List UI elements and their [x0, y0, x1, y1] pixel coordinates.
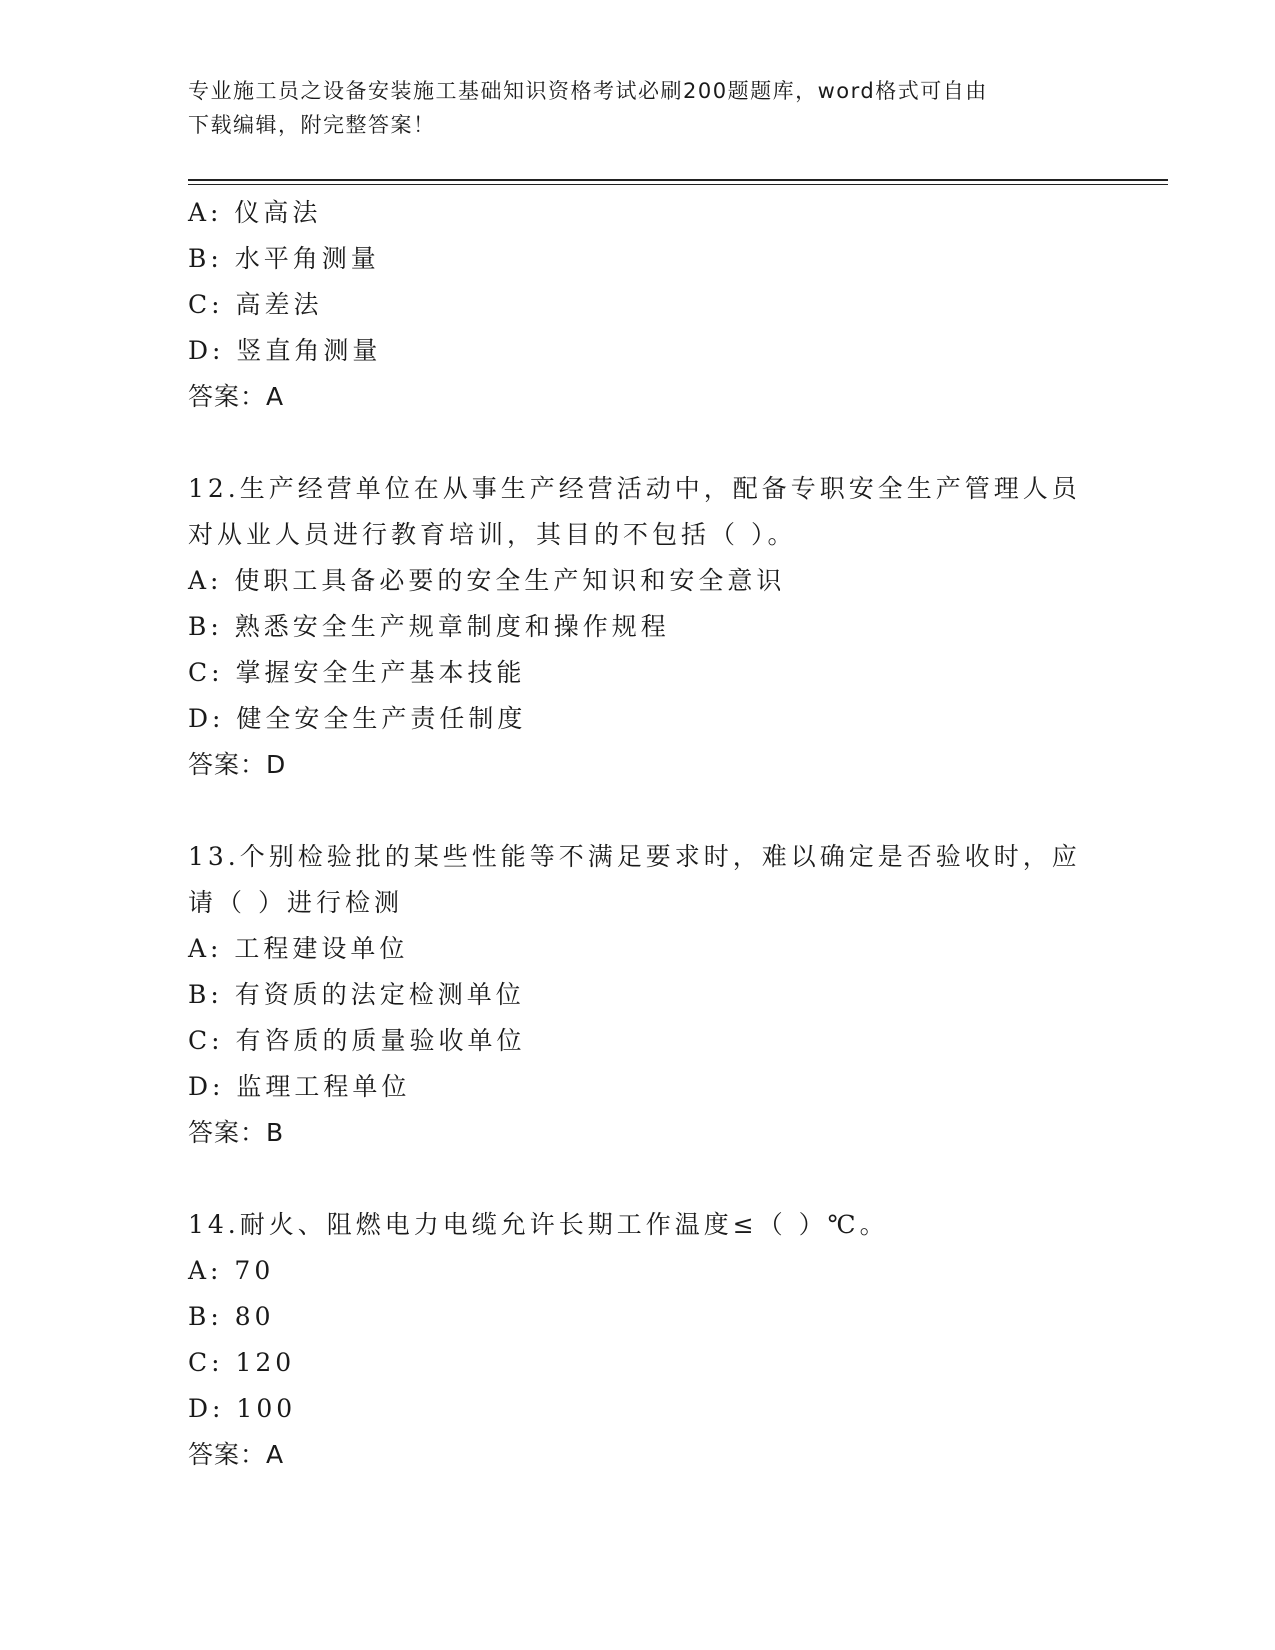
option-d: D: 监理工程单位 [188, 1072, 411, 1101]
option-c: C: 120 [188, 1348, 296, 1377]
document-header [188, 74, 1078, 142]
option-d: D: 竖直角测量 [188, 336, 382, 365]
question-text-line-1: 14.耐火、阻燃电力电缆允许长期工作温度≤（ ）℃。 [188, 1210, 889, 1239]
option-a: A: 仪高法 [188, 198, 322, 227]
option-d: D: 100 [188, 1394, 297, 1423]
option-b: B: 熟悉安全生产规章制度和操作规程 [188, 612, 670, 641]
option-b: B: 80 [188, 1302, 275, 1331]
answer: 答案：B [188, 1118, 285, 1147]
question-text [188, 1202, 1088, 1248]
spacer [188, 788, 1088, 834]
question-text-line-2: 对从业人员进行教育培训，其目的不包括（ ）。 [188, 520, 797, 549]
question-11 [188, 190, 1088, 420]
question-13 [188, 834, 1088, 1156]
option-a: A: 70 [188, 1256, 275, 1285]
answer: 答案：A [188, 1440, 285, 1469]
option-c: C: 高差法 [188, 290, 323, 319]
spacer [188, 1156, 1088, 1202]
option-c: C: 掌握安全生产基本技能 [188, 658, 526, 687]
question-14 [188, 1202, 1088, 1478]
question-text-line-1: 13.个别检验批的某些性能等不满足要求时，难以确定是否验收时，应 [188, 842, 1081, 871]
header-divider-thin [188, 184, 1168, 185]
question-12 [188, 466, 1088, 788]
answer: 答案：A [188, 382, 285, 411]
question-list [188, 190, 1088, 1478]
header-title-line-1: 专业施工员之设备安装施工基础知识资格考试必刷200题题库，word格式可自由 [188, 79, 988, 103]
question-text [188, 834, 1088, 926]
option-a: A: 工程建设单位 [188, 934, 409, 963]
option-b: B: 水平角测量 [188, 244, 380, 273]
option-d: D: 健全安全生产责任制度 [188, 704, 527, 733]
header-divider-thick [188, 179, 1168, 181]
answer: 答案：D [188, 750, 287, 779]
header-title-line-2: 下载编辑，附完整答案！ [188, 113, 436, 137]
question-text [188, 466, 1088, 558]
option-b: B: 有资质的法定检测单位 [188, 980, 525, 1009]
spacer [188, 420, 1088, 466]
option-c: C: 有咨质的质量验收单位 [188, 1026, 526, 1055]
option-a: A: 使职工具备必要的安全生产知识和安全意识 [188, 566, 786, 595]
question-text-line-2: 请（ ）进行检测 [188, 888, 403, 917]
question-text-line-1: 12.生产经营单位在从事生产经营活动中，配备专职安全生产管理人员 [188, 474, 1081, 503]
